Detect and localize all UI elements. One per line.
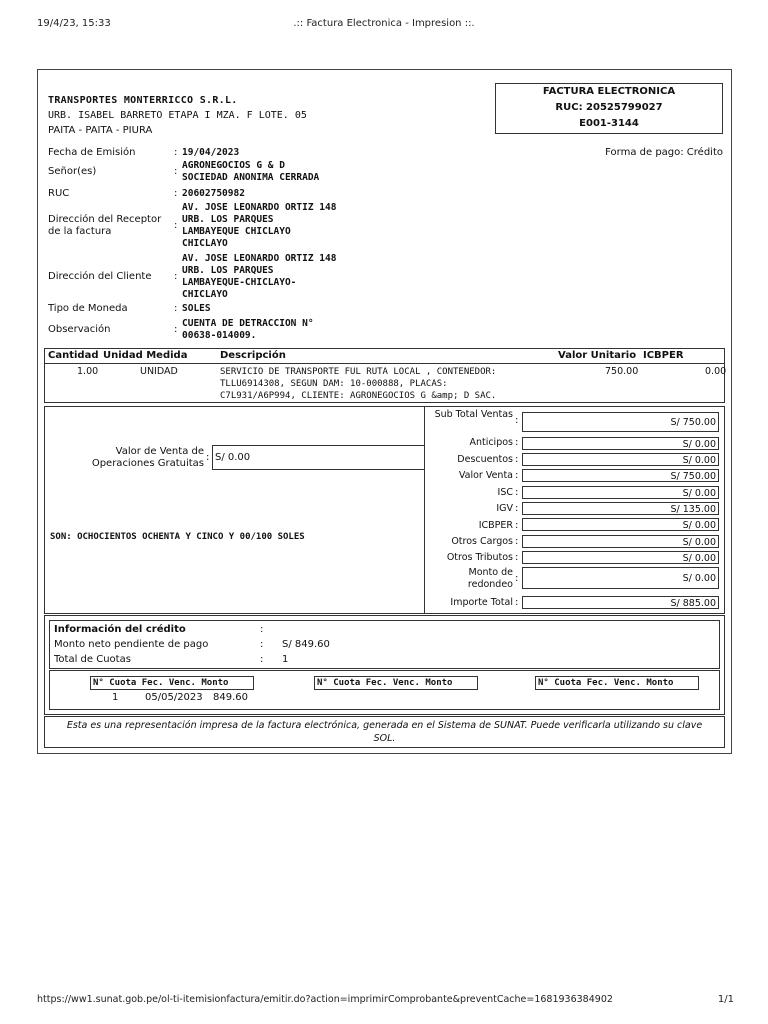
issuer-address: URB. ISABEL BARRETO ETAPA I MZA. F LOTE. 05 [48,110,307,121]
total-label-4: ISC [497,487,513,498]
items-table [44,348,725,403]
colon: : [174,147,178,158]
total-label-10: Importe Total [450,597,513,608]
footer-note-2: SOL. [373,733,396,744]
colon: : [174,188,178,199]
total-label-7: Otros Cargos [451,536,513,547]
total-label-8: Otros Tributos [446,552,513,563]
colon: : [206,452,210,463]
cuota-header-1: N° Cuota Fec. Venc. Monto [90,676,254,690]
row-desc-2: TLLU6914308, SEGUN DAM: 10-000888, PLACAS: [220,379,448,389]
document-box [495,83,723,134]
colon: : [260,624,264,635]
total-label-6: ICBPER [478,520,513,531]
doc-type: FACTURA ELECTRONICA [542,86,676,97]
row-icbper: 0.00 [705,366,727,377]
senor-value-2: SOCIEDAD ANONIMA CERRADA [182,172,320,183]
total-label-3: Valor Venta [458,470,513,481]
moneda-label: Tipo de Moneda [48,303,128,314]
total-value-4: S/ 0.00 [522,486,719,499]
gratuitas-label [55,446,204,470]
son-text: SON: OCHOCIENTOS OCHENTA Y CINCO Y 00/100 SOLES [50,532,305,542]
total-value-5: S/ 135.00 [522,502,719,515]
colon: : [174,166,178,177]
colon: : [515,470,519,481]
colon: : [174,220,178,231]
colon: : [174,271,178,282]
cuota-fecha: 05/05/2023 [145,692,203,703]
colon: : [174,303,178,314]
total-label-0: Sub Total Ventas [434,409,513,420]
doc-ruc: RUC: 20525799027 [555,102,663,113]
total-value-6: S/ 0.00 [522,518,719,531]
items-header-divider [45,363,724,364]
credit-cuotas-label: Total de Cuotas [54,654,131,665]
ruc-label: RUC [48,188,70,199]
dir-cliente-label: Dirección del Cliente [48,271,152,282]
row-valor-unitario: 750.00 [605,366,639,377]
observacion-value-1: CUENTA DE DETRACCION N° [182,318,314,329]
credit-cuotas-value: 1 [282,654,289,665]
colon: : [260,654,264,665]
row-cantidad: 1.00 [77,366,99,377]
gratuitas-label-2: Operaciones Gratuitas [91,458,204,469]
print-page: 1/1 [717,994,734,1005]
colon: : [515,437,519,448]
gratuitas-value: S/ 0.00 [215,452,251,463]
doc-number: E001-3144 [579,118,639,129]
colon: : [515,520,519,531]
issuer-name: TRANSPORTES MONTERRICCO S.R.L. [48,95,238,106]
observacion-label: Observación [48,324,111,335]
colon: : [174,324,178,335]
cuota-header-3: N° Cuota Fec. Venc. Monto [535,676,699,690]
issuer-city: PAITA - PAITA - PIURA [48,125,153,136]
cuotas-box [49,670,720,710]
colon: : [515,536,519,547]
cuota-header-2: N° Cuota Fec. Venc. Monto [314,676,478,690]
colon: : [260,639,264,650]
total-value-9: S/ 0.00 [522,567,719,589]
total-value-3: S/ 750.00 [522,469,719,482]
moneda-value: SOLES [182,303,211,314]
total-label-1: Anticipos [469,437,513,448]
colon: : [515,503,519,514]
colon: : [515,454,519,465]
credit-info-box [49,620,720,669]
colon: : [515,573,519,584]
cuota-num: 1 [112,692,119,703]
dir-receptor-3: LAMBAYEQUE CHICLAYO [182,226,291,237]
ruc-value: 20602750982 [182,188,245,199]
senor-label: Señor(es) [48,166,97,177]
dir-cliente-1: AV. JOSE LEONARDO ORTIZ 148 [182,253,337,264]
dir-cliente-4: CHICLAYO [182,289,228,300]
credit-title: Información del crédito [54,624,186,635]
total-value-0: S/ 750.00 [522,412,719,432]
dir-receptor-4: CHICLAYO [182,238,228,249]
total-value-10: S/ 885.00 [522,596,719,609]
row-desc-3: C7L931/A6P994, CLIENTE: AGRONEGOCIOS G &amp; D SAC. [220,391,497,401]
col-unidad: Unidad Medida [103,350,188,361]
col-valor-unitario: Valor Unitario [558,350,637,361]
gratuitas-value-box [212,445,425,470]
fecha-value: 19/04/2023 [182,147,240,158]
credit-section [44,615,725,715]
total-value-1: S/ 0.00 [522,437,719,450]
colon: : [515,487,519,498]
dir-receptor-1: AV. JOSE LEONARDO ORTIZ 148 [182,202,337,213]
total-value-2: S/ 0.00 [522,453,719,466]
senor-value-1: AGRONEGOCIOS G & D [182,160,285,171]
dir-receptor-label-1: Dirección del Receptor [48,214,162,225]
dir-receptor-2: URB. LOS PARQUES [182,214,274,225]
observacion-value-2: 00638-014009. [182,330,257,341]
invoice-frame [37,69,732,754]
print-datetime: 19/4/23, 15:33 [37,18,111,29]
total-label-2: Descuentos [457,454,513,465]
total-label-9: Monto de redondeo [467,567,513,590]
credit-monto-label: Monto neto pendiente de pago [54,639,209,650]
footer-note-box [44,716,725,748]
print-url: https://ww1.sunat.gob.pe/ol-ti-itemisionfactura/emitir.do?action=imprimirComprobante&preventCache=1681936384902 [37,994,613,1005]
colon: : [515,597,519,608]
credit-monto-value: S/ 849.60 [282,639,330,650]
colon: : [515,552,519,563]
row-desc-1: SERVICIO DE TRANSPORTE FUL RUTA LOCAL , CONTENEDOR: [220,367,497,377]
dir-cliente-3: LAMBAYEQUE-CHICLAYO- [182,277,297,288]
fecha-label: Fecha de Emisión [48,147,136,158]
colon: : [515,415,519,426]
col-cantidad: Cantidad [48,350,99,361]
gratuitas-label-1: Valor de Venta de [115,446,204,457]
col-descripcion: Descripción [220,350,286,361]
col-icbper: ICBPER [643,350,684,361]
dir-receptor-label-2: de la factura [48,226,112,237]
footer-note-1: Esta es una representación impresa de la factura electrónica, generada en el Sistema de SUNAT. Puede verificarla utilizando su clave [66,720,703,731]
total-value-7: S/ 0.00 [522,535,719,548]
cuota-monto: 849.60 [213,692,248,703]
dir-cliente-2: URB. LOS PARQUES [182,265,274,276]
print-title: .:: Factura Electronica - Impresion ::. [293,18,475,29]
total-value-8: S/ 0.00 [522,551,719,564]
total-label-5: IGV [496,503,513,514]
forma-pago: Forma de pago: Crédito [605,147,723,158]
row-unidad: UNIDAD [140,366,178,377]
